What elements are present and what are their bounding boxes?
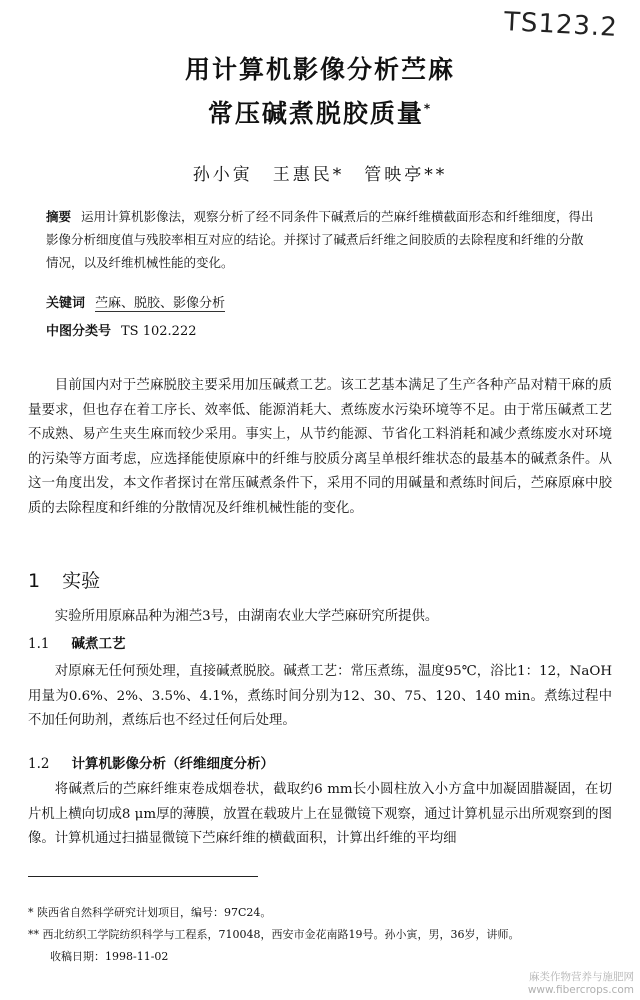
subsection-1-2-title: 计算机影像分析（纤维细度分析） [71,756,274,772]
title-line-2-text: 常压碱煮脱胶质量 [207,99,424,128]
section-1-text: 实验所用原麻品种为湘苎3号，由湖南农业大学苎麻研究所提供。 [54,609,439,624]
classification [46,320,196,339]
title-line-1: 用计算机影像分析苎麻 [184,55,455,84]
received-date: 收稿日期：1998-11-02 [50,950,169,963]
title-footnote-mark: * [423,101,433,116]
subsection-1-2-number: 1.2 [28,756,50,772]
subsection-1-2-text: 将碱煮后的苎麻纤维束卷成烟卷状，截取约6 mm长小圆柱放入小方盒中加凝固腊凝固，在切片机上横向切成8 μm厚的薄膜，放置在载玻片上在显微镜下观察，通过计算机显示出所观察到的图像。计算机通过扫描显微镜下苎麻纤维的横截面积，计算出纤维的平均细 [28,782,612,846]
subsection-1-1-title: 碱煮工艺 [71,636,126,652]
watermark-line-2: www.fibercrops.com [527,984,634,996]
abstract-text: 运用计算机影像法，观察分析了经不同条件下碱煮后的苎麻纤维横截面形态和纤维细度，得出影像分析细度值与残胶率相互对应的结论。并探讨了碱煮后纤维之间胶质的去除程度和纤维的分散情况，以及纤维机械性能的变化。 [46,209,594,270]
authors: 孙小寅 王惠民* 管映亭** [192,165,448,185]
watermark-line-1: 麻类作物营养与施肥网 [529,971,634,983]
intro-paragraph: 目前国内对于苎麻脱胶主要采用加压碱煮工艺。该工艺基本满足了生产各种产品对精干麻的质量要求，但也存在着工序长、效率低、能源消耗大、煮练废水污染环境等不足。由于常压碱煮工艺不成熟、易产生夹生麻而较少采用。事实上，从节约能源、节省化工料消耗和减少煮练废水对环境的污染等方面考虑，应选择能使原麻中的纤维与胶质分离呈单根纤维状态的最基本的碱煮条件。从这一角度出发，本文作者探讨在常压碱煮条件下，采用不同的用碱量和煮练时间后，苎麻原麻中胶质的去除程度和纤维的分散情况及纤维机械性能的变化。 [28,378,612,516]
section-1-number: 1 [28,570,41,592]
abstract [46,205,594,274]
footnote-divider [28,876,258,877]
section-1-title: 实验 [62,570,101,592]
classification-value: TS 102.222 [121,324,197,339]
footnote-2: ** 西北纺织工学院纺织科学与工程系，710048，西安市金花南路19号。孙小寅，男，36岁，讲师。 [28,928,520,941]
abstract-label: 摘要 [46,209,72,224]
handwritten-call-number: TS123.2 [503,7,619,43]
footnote-1: * 陕西省自然科学研究计划项目，编号：97C24。 [28,906,272,919]
subsection-1-1-text: 对原麻无任何预处理，直接碱煮脱胶。碱煮工艺：常压煮练，温度95℃，浴比1：12，NaOH用量为0.6%、2%、3.5%、4.1%，煮练时间分别为12、30、75、120、140 min。煮练过程中不加任何助剂，煮练后也不经过任何后处理。 [28,664,612,728]
subsection-1-1-number: 1.1 [28,636,50,652]
section-1-heading [28,566,100,593]
watermark [528,971,634,997]
title-line-2 [0,94,640,130]
keywords [46,292,225,311]
subsection-1-2-heading [28,752,274,772]
keywords-label: 关键词 [46,296,86,311]
subsection-1-1-heading [28,632,125,652]
classification-label: 中图分类号 [46,324,112,339]
keywords-values: 苎麻、脱胶、影像分析 [95,296,226,311]
